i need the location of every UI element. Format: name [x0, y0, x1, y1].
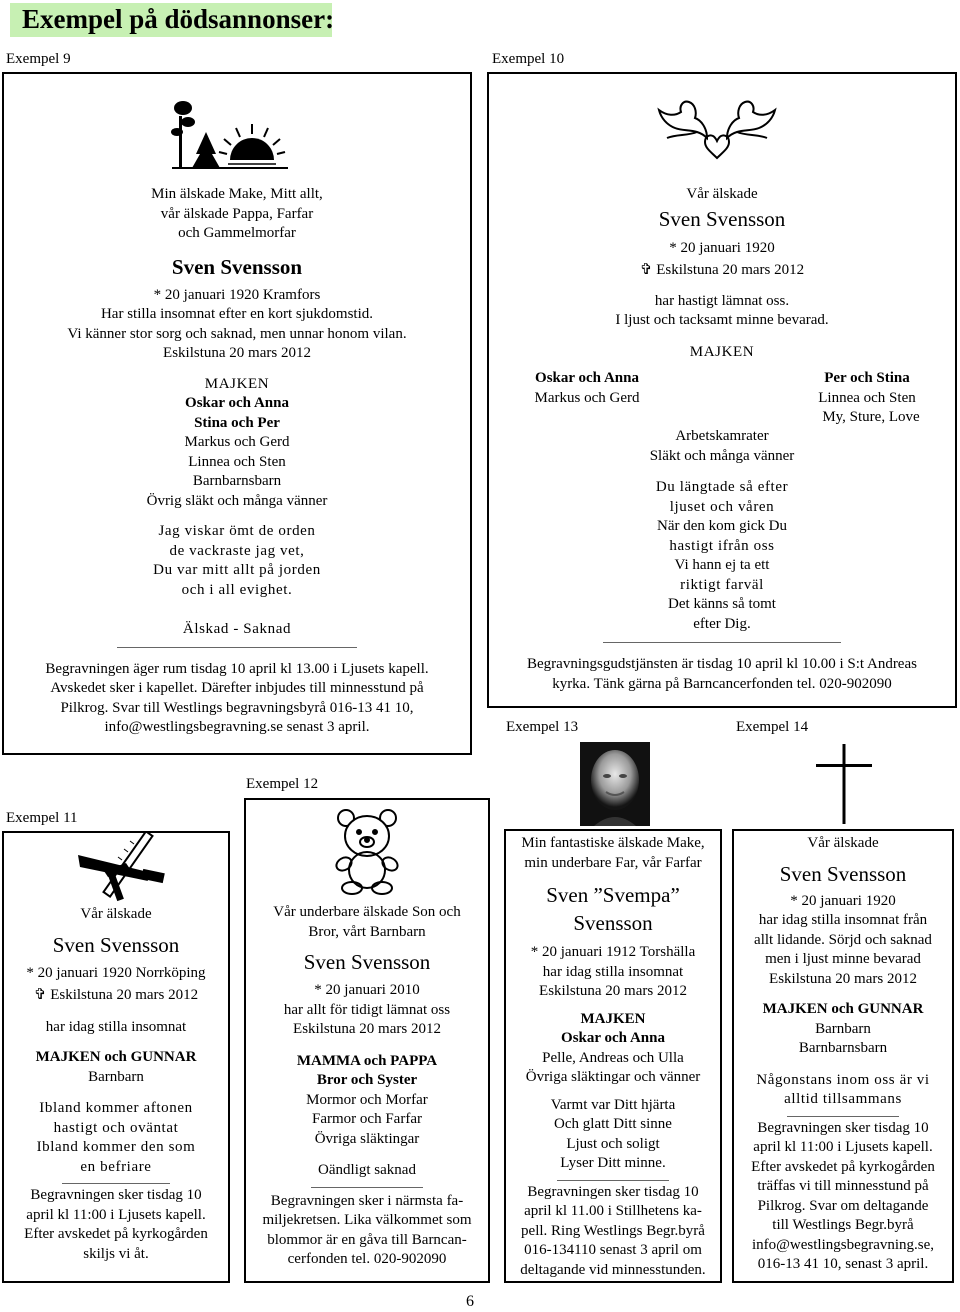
ex12-line-1: * 20 januari 2010 [314, 982, 420, 998]
ex10-name: Sven Svensson [658, 206, 786, 231]
ex12-family-bold-2: Bror och Syster [316, 1072, 418, 1088]
ex9-line-b2: Har stilla insomnat efter en kort sjukdomstid. [100, 306, 374, 322]
ex13-line-2: har idag stilla insomnat [542, 963, 684, 980]
ex9-funeral-1: Begravningen äger rum tisdag 10 april kl 13.00 i Ljusets kapell. [45, 660, 429, 677]
ex14-funeral-1: Begravningen sker tisdag 10 [757, 1119, 929, 1136]
ex14-family-2: Barnbarnsbarn [798, 1040, 888, 1056]
ad-exempel-14 [732, 829, 954, 1283]
ex11-poem-1: Ibland kommer aftonen [39, 1100, 193, 1116]
ex10-poem-2: ljuset och våren [669, 498, 775, 515]
ex10-funeral-2: kyrka. Tänk gärna på Barncancerfonden tel. 020-902090 [552, 675, 892, 692]
ex12-intro-1: Vår underbare älskade Son och [273, 904, 461, 920]
ex12-funeral-1: Begravningen sker i närmsta fa- [270, 1192, 464, 1209]
cross-outline-icon: ✞ [33, 987, 47, 1003]
ex13-line-3: Eskilstuna 20 mars 2012 [539, 983, 687, 999]
page-title: Exempel på dödsannonser: [22, 4, 335, 34]
ex13-family-1: Pelle, Andreas och Ulla [542, 1049, 684, 1066]
ex10-line-1: har hastigt lämnat oss. [654, 292, 790, 309]
ex12-family-bold-1: MAMMA och PAPPA [296, 1052, 438, 1069]
ex13-family-bold-2: Oskar och Anna [561, 1030, 665, 1046]
ex13-intro-2: min underbare Far, vår Farfar [524, 854, 702, 871]
ex12-divider [311, 1187, 423, 1188]
ex11-divider [62, 1183, 170, 1184]
ex14-funeral-6: till Westlings Begr.byrå [772, 1217, 914, 1233]
ex9-name: Sven Svensson [171, 254, 303, 279]
ex9-funeral-3: Pilkrog. Svar till Westlings begravningsbyrå 016-13 41 10, [60, 699, 414, 716]
ex14-name: Sven Svensson [779, 861, 907, 886]
ex9-family-bold-2: Stina och Per [194, 414, 280, 431]
ex10-poem-5: Vi hann ej ta ett [674, 557, 770, 573]
ex13-funeral-5: deltagande vid minnesstunden. [520, 1261, 706, 1278]
ex13-divider [557, 1180, 669, 1181]
ex10-poem-6: riktigt farväl [680, 576, 764, 593]
ad-exempel-13 [504, 829, 722, 1283]
tools-icon [74, 833, 170, 903]
ex13-poem-2: Och glatt Ditt sinne [554, 1116, 672, 1132]
ex12-intro-2: Bror, vårt Barnbarn [308, 923, 426, 940]
ex11-born: * 20 januari 1920 Norrköping [26, 964, 206, 981]
ex9-line-b3: Vi känner stor sorg och saknad, men unnar honom vilan. [67, 325, 407, 342]
ex10-poem-4: hastigt ifrån oss [669, 537, 775, 554]
ex10-right-1: Linnea och Sten [818, 389, 916, 406]
ex10-poem-8: efter Dig. [693, 615, 751, 632]
doves-heart-icon [657, 98, 777, 162]
ex9-line-b1: * 20 januari 1920 Kramfors [153, 286, 321, 303]
ex12-family-2: Farmor och Farfar [312, 1111, 422, 1127]
ex12-line-3: Eskilstuna 20 mars 2012 [293, 1021, 441, 1037]
ex11-funeral-4: skiljs vi åt. [83, 1245, 149, 1262]
ex14-line-1: * 20 januari 1920 [790, 892, 896, 909]
ex10-poem-3: När den kom gick Du [657, 518, 787, 534]
ex14-divider [787, 1116, 899, 1117]
ad-exempel-12 [244, 798, 490, 1283]
ex13-intro-1: Min fantastiske älskade Make, [521, 835, 705, 851]
ex10-intro: Vår älskade [686, 186, 758, 202]
ex14-family-bold: MAJKEN och GUNNAR [762, 1001, 924, 1017]
ex13-name-2: Svensson [573, 911, 653, 935]
ex9-poem-4: och i all evighet. [181, 581, 293, 598]
ex14-intro: Vår älskade [807, 835, 879, 851]
ex14-line-3: allt lidande. Sörjd och saknad [754, 931, 932, 948]
ex13-funeral-3: pell. Ring Westlings Begr.byrå [521, 1222, 705, 1239]
ex11-intro: Vår älskade [80, 906, 152, 922]
page-number: 6 [466, 1293, 474, 1310]
ad-exempel-11 [2, 831, 230, 1283]
ex10-others-2: Släkt och många vänner [649, 447, 795, 464]
ex9-poem-2: de vackraste jag vet, [169, 542, 305, 559]
ex9-poem-3: Du var mitt allt på jorden [153, 562, 321, 578]
ex10-others-1: Arbetskamrater [675, 428, 769, 444]
ex14-funeral-2: april kl 11:00 i Ljusets kapell. [753, 1139, 933, 1155]
ex13-poem-4: Lyser Ditt minne. [560, 1155, 666, 1171]
ex13-name-1: Sven ”Svempa” [546, 883, 680, 907]
ex11-poem-3: Ibland kommer den som [36, 1139, 196, 1155]
cross-icon [814, 742, 874, 826]
ex10-right-2: My, Sture, Love [822, 409, 920, 425]
ex12-funeral-4: cerfonden tel. 020-902090 [287, 1251, 447, 1267]
ex11-family-bold: MAJKEN och GUNNAR [35, 1049, 197, 1065]
ex11-poem-4: en befriare [80, 1158, 152, 1175]
label-exempel-10: Exempel 10 [492, 51, 565, 67]
tree-sunrise-icon [170, 94, 290, 174]
ex10-died: Eskilstuna 20 mars 2012 [656, 262, 805, 278]
ex13-line-1: * 20 januari 1912 Torshälla [530, 944, 696, 960]
label-exempel-13: Exempel 13 [506, 719, 579, 735]
ex12-family-3: Övriga släktingar [314, 1130, 420, 1147]
ex9-family-3: Barnbarnsbarn [192, 473, 282, 489]
ex10-divider [603, 642, 841, 643]
ex11-poem-2: hastigt och oväntat [53, 1119, 179, 1136]
ex14-funeral-7: info@westlingsbegravning.se, [751, 1236, 935, 1253]
label-exempel-14: Exempel 14 [736, 719, 809, 735]
ex10-left: Markus och Gerd [534, 389, 640, 406]
ex10-poem-7: Det känns så tomt [668, 596, 776, 612]
ex14-funeral-3: Efter avskedet på kyrkogården [751, 1158, 935, 1175]
ex11-funeral-1: Begravningen sker tisdag 10 [30, 1187, 202, 1203]
ex10-line-2: I ljust och tacksamt minne bevarad. [615, 312, 829, 328]
ex13-poem-1: Varmt var Ditt hjärta [550, 1096, 676, 1113]
ex11-status: har idag stilla insomnat [45, 1018, 187, 1035]
ex10-left-bold: Oskar och Anna [535, 370, 639, 386]
ex9-funeral-4: info@westlingsbegravning.se senast 3 april. [104, 719, 370, 735]
ex11-died: Eskilstuna 20 mars 2012 [50, 987, 199, 1003]
label-exempel-12: Exempel 12 [246, 776, 319, 792]
label-exempel-11: Exempel 11 [6, 810, 78, 826]
ex9-line-a1: Min älskade Make, Mitt allt, [151, 186, 323, 202]
ex9-divider [117, 647, 357, 648]
ex11-name: Sven Svensson [52, 932, 180, 957]
cross-outline-icon: ✞ [639, 262, 653, 278]
ex13-poem-3: Ljust och soligt [566, 1135, 660, 1152]
label-exempel-9: Exempel 9 [6, 51, 71, 67]
ex9-funeral-2: Avskedet sker i kapellet. Därefter inbjudes till minnesstund på [50, 680, 424, 696]
ex13-funeral-4: 016-134110 senast 3 april om [524, 1242, 702, 1258]
ex10-right-bold: Per och Stina [824, 370, 910, 386]
ex9-majken: MAJKEN [204, 375, 270, 392]
ex13-family-2: Övriga släktingar och vänner [525, 1069, 701, 1085]
teddy-bear-icon [326, 806, 408, 896]
ex9-family-2: Linnea och Sten [188, 453, 286, 470]
ex14-line-5: Eskilstuna 20 mars 2012 [769, 970, 917, 987]
ex14-poem-1: Någonstans inom oss är vi [756, 1071, 930, 1088]
ex10-majken: MAJKEN [689, 343, 755, 360]
ex11-funeral-3: Efter avskedet på kyrkogården [24, 1226, 208, 1242]
ex11-family: Barnbarn [88, 1068, 144, 1085]
ex14-funeral-8: 016-13 41 10, senast 3 april. [757, 1256, 929, 1272]
ex14-line-4: men i ljust minne bevarad [765, 951, 921, 967]
ex12-family-1: Mormor och Morfar [306, 1091, 428, 1108]
ex9-family-4: Övrig släkt och många vänner [146, 492, 328, 509]
ex12-funeral-2: miljekretsen. Lika välkommet som [262, 1212, 472, 1228]
ex14-line-2: har idag stilla insomnat från [758, 912, 928, 928]
ex12-motto: Oändligt saknad [318, 1162, 416, 1178]
ex9-line-a2: vår älskade Pappa, Farfar [160, 205, 314, 222]
ex9-motto: Älskad - Saknad [182, 621, 292, 637]
ex9-family-bold-1: Oskar och Anna [185, 395, 289, 411]
ex14-poem-2: alltid tillsammans [784, 1091, 902, 1107]
ex10-poem-1: Du längtade så efter [655, 479, 789, 495]
ex10-born: * 20 januari 1920 [669, 239, 775, 256]
ex9-poem-1: Jag viskar ömt de orden [158, 523, 316, 539]
ad-exempel-10 [487, 72, 957, 708]
ex14-funeral-5: Pilkrog. Svar om deltagande [757, 1197, 929, 1214]
ex9-line-a3: och Gammelmorfar [178, 225, 296, 241]
ex14-funeral-4: träffas vi till minnesstund på [757, 1178, 929, 1194]
ex12-name: Sven Svensson [303, 950, 431, 974]
ex13-family-bold-1: MAJKEN [580, 1010, 646, 1027]
ex9-line-b4: Eskilstuna 20 mars 2012 [163, 345, 311, 361]
ex14-family-1: Barnbarn [815, 1020, 871, 1037]
ex10-funeral-1: Begravningsgudstjänsten är tisdag 10 april kl 10.00 i S:t Andreas [527, 656, 917, 672]
ex12-line-2: har allt för tidigt lämnat oss [283, 1001, 451, 1018]
ex13-funeral-1: Begravningen sker tisdag 10 [527, 1183, 699, 1200]
ex12-funeral-3: blommor är en gåva till Barncan- [267, 1231, 467, 1248]
ad-exempel-9 [2, 72, 472, 755]
ex11-funeral-2: april kl 11:00 i Ljusets kapell. [26, 1206, 206, 1223]
ex9-family-1: Markus och Gerd [184, 434, 290, 450]
ex13-funeral-2: april kl 11.00 i Stillhetens ka- [524, 1203, 702, 1219]
portrait-photo [580, 742, 650, 826]
